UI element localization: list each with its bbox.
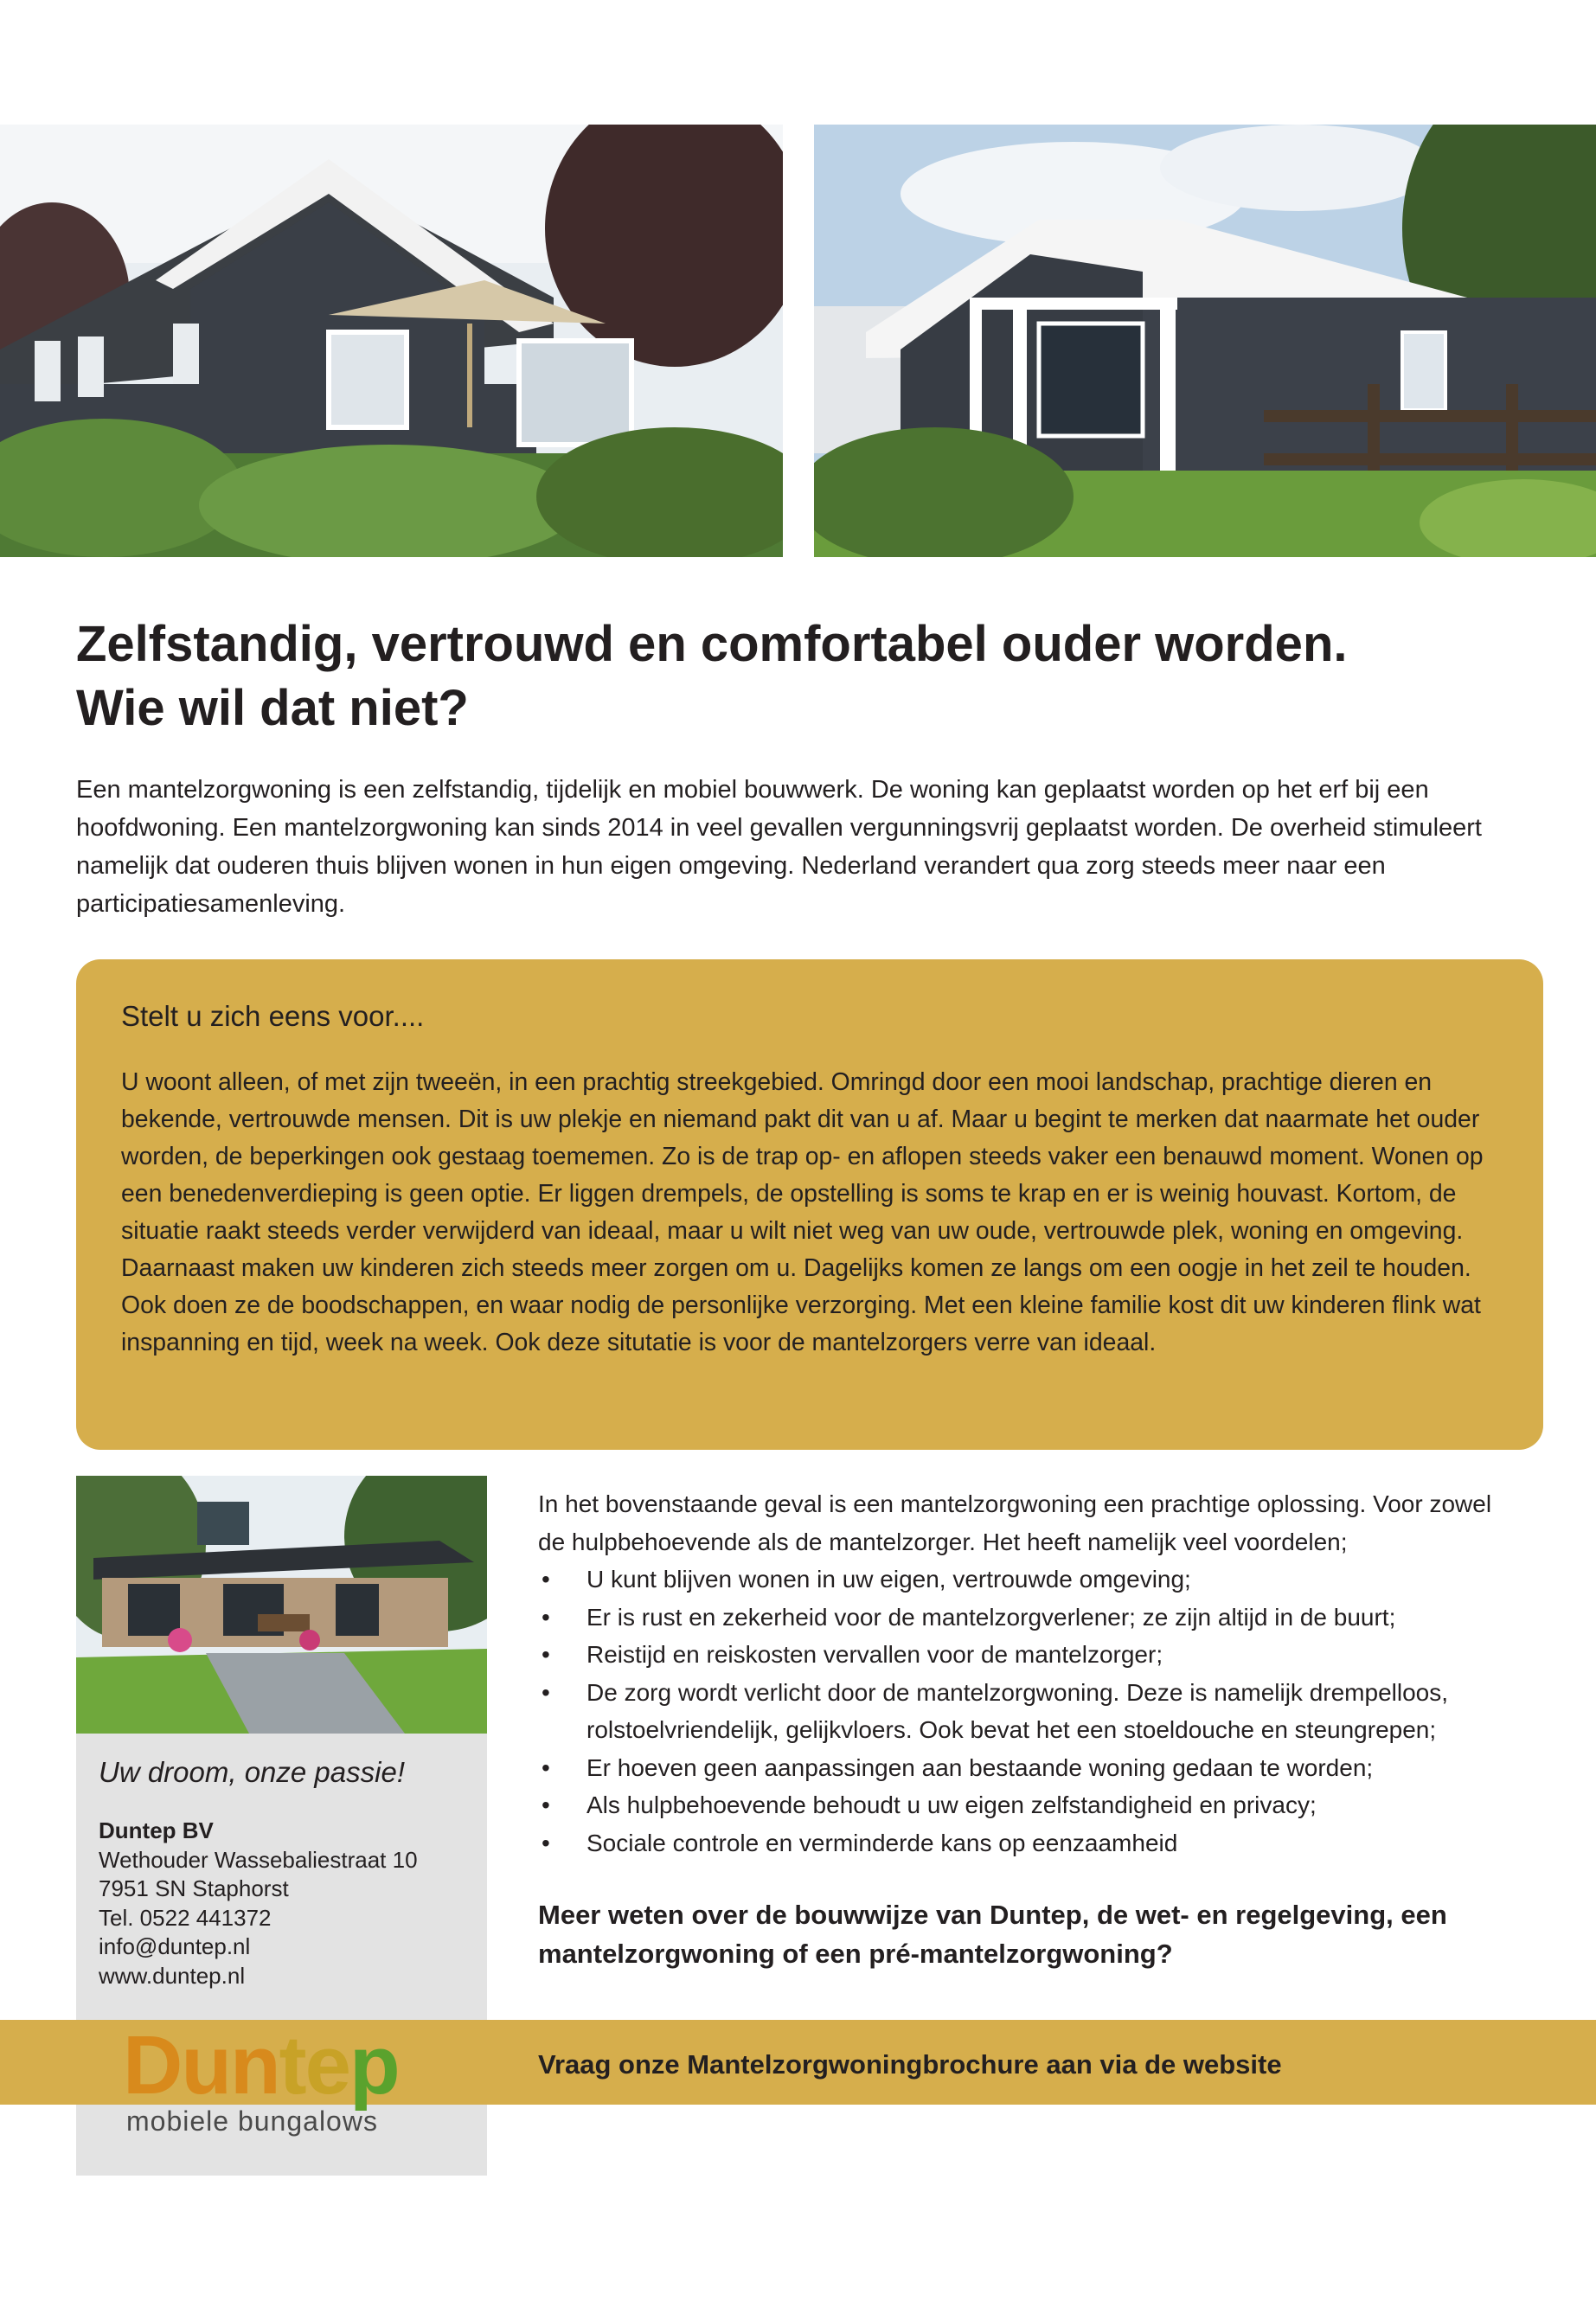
logo-tagline: mobiele bungalows bbox=[126, 2106, 378, 2137]
house-photo-right bbox=[814, 125, 1596, 557]
benefits-intro: In het bovenstaande geval is een mantelzorgwoning een prachtige oplossing. Voor zowel de hulpbehoevende als de mantelzorger. Het heeft namelijk veel voordelen; bbox=[538, 1490, 1492, 1555]
email-address: info@duntep.nl bbox=[99, 1933, 251, 1959]
headline-line-2: Wie wil dat niet? bbox=[76, 680, 469, 736]
list-item: • Er is rust en zekerheid voor de mantelzorgverlener; ze zijn altijd in de buurt; bbox=[538, 1599, 1533, 1637]
bullet-icon: • bbox=[542, 1566, 550, 1593]
bullet-icon: • bbox=[542, 1753, 550, 1781]
list-item: • Sociale controle en verminderde kans op eenzaamheid bbox=[538, 1824, 1533, 1862]
benefits-list bbox=[538, 1561, 1533, 1862]
bullet-icon: • bbox=[542, 1641, 550, 1668]
callout-text: U woont alleen, of met zijn tweeën, in een prachtig streekgebied. Omringd door een mooi landschap, prachtige dieren en bekende, vertrouwde mensen. Dit is uw plekje en niemand pakt dit van u af. Maar u begint te merken dat naarmate het ouder worden, de beperkingen ook gestaag toememen. Zo is de trap op- en aflopen steeds vaker een benauwd moment. Wonen op een benedenverdieping is geen optie. Er liggen drempels, de opstelling is soms te krap en er is weinig houvast. Kortom, de situatie raakt steeds verder verwijderd van ideaal, maar u wilt niet weg van uw oude, vertrouwde plek, woning en omgeving. Daarnaast maken uw kinderen zich steeds meer zorgen om u. Dagelijks komen ze langs om een oogje in het zeil te houden. Ook doen ze de boodschappen, en waar nodig de personlijke verzorging. Met een kleine familie kost dit uw kinderen flink wat inspanning en tijd, week na week. Ook deze situtatie is voor de mantelzorgers verre van ideaal. bbox=[121, 1068, 1484, 1356]
cta-heading: Meer weten over de bouwwijze van Duntep, de wet- en regelgeving, een mantelzorgwoning of een pré-mantelzorgwoning? bbox=[538, 1900, 1447, 1969]
duntep-logo bbox=[121, 2019, 467, 2152]
company-address bbox=[99, 1817, 418, 1990]
bullet-icon: • bbox=[542, 1829, 550, 1856]
bullet-icon: • bbox=[542, 1791, 550, 1818]
logo-wordmark: Duntep bbox=[123, 2019, 399, 2112]
intro-paragraph: Een mantelzorgwoning is een zelfstandig, tijdelijk en mobiel bouwwerk. De woning kan geplaatst worden op het erf bij een hoofdwoning. Een mantelzorgwoning kan sinds 2014 in veel gevallen vergunningsvrij geplaatst worden. De overheid stimuleert namelijk dat ouderen thuis blijven wonen in hun eigen omgeving. Nederland verandert qua zorg steeds meer naar een participatiesamenleving. bbox=[76, 776, 1482, 918]
callout-title: Stelt u zich eens voor.... bbox=[121, 1000, 425, 1032]
address-street: Wethouder Wassebaliestraat 10 bbox=[99, 1846, 418, 1873]
callout-box bbox=[76, 959, 1543, 1450]
house-photo-left bbox=[0, 125, 783, 557]
address-city: 7951 SN Staphorst bbox=[99, 1875, 289, 1901]
slogan: Uw droom, onze passie! bbox=[99, 1756, 405, 1788]
bullet-icon: • bbox=[542, 1678, 550, 1706]
list-item: • Reistijd en reiskosten vervallen voor de mantelzorger; bbox=[538, 1636, 1533, 1674]
bungalow-photo bbox=[76, 1476, 487, 1734]
company-name: Duntep BV bbox=[99, 1817, 214, 1843]
list-item: • De zorg wordt verlicht door de mantelzorgwoning. Deze is namelijk drempelloos, rolstoelvriendelijk, gelijkvloers. Ook bevat het een stoeldouche en steungrepen; bbox=[538, 1674, 1533, 1749]
list-item: • Er hoeven geen aanpassingen aan bestaande woning gedaan te worden; bbox=[538, 1749, 1533, 1787]
page-headline bbox=[76, 612, 1547, 740]
cta-band-text: Vraag onze Mantelzorgwoningbrochure aan via de website bbox=[538, 2049, 1282, 2080]
website-address: www.duntep.nl bbox=[99, 1962, 246, 1989]
headline-line-1: Zelfstandig, vertrouwd en comfortabel ouder worden. bbox=[76, 616, 1348, 672]
list-item: • U kunt blijven wonen in uw eigen, vertrouwde omgeving; bbox=[538, 1561, 1533, 1599]
phone-number: Tel. 0522 441372 bbox=[99, 1904, 272, 1931]
bullet-icon: • bbox=[542, 1603, 550, 1631]
list-item: • Als hulpbehoevende behoudt u uw eigen zelfstandigheid en privacy; bbox=[538, 1786, 1533, 1824]
